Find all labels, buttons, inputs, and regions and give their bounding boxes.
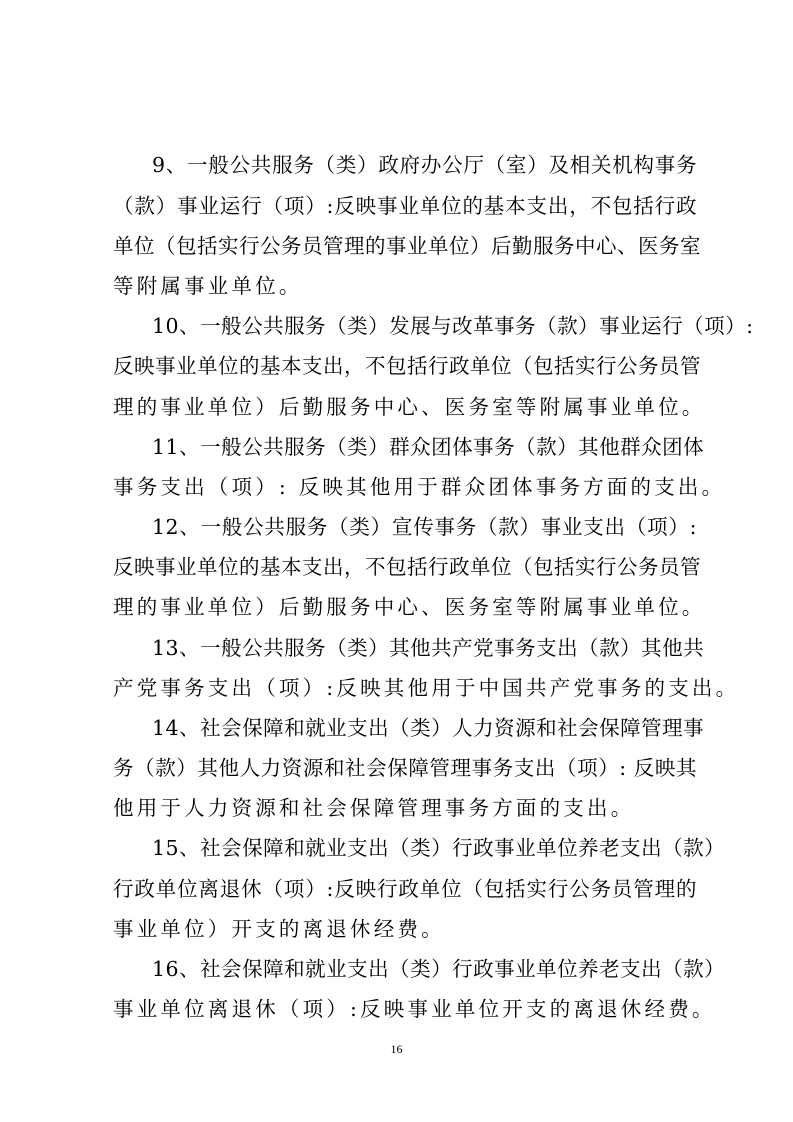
paragraph-14-line-1: 14、社会保障和就业支出（类）人力资源和社会保障管理事: [152, 716, 705, 740]
paragraph-13-line-1: 13、一般公共服务（类）其他共产党事务支出（款）其他共: [152, 636, 705, 660]
paragraph-9-line-3: 单位（包括实行公务员管理的事业单位）后勤服务中心、医务室: [113, 234, 701, 258]
paragraph-10-line-1: 10、一般公共服务（类）发展与改革事务（款）事业运行（项）:: [152, 314, 754, 338]
paragraph-15-line-2: 行政单位离退休（项）:反映行政单位（包括实行公务员管理的: [113, 877, 697, 901]
paragraph-16-line-1: 16、社会保障和就业支出（类）行政事业单位养老支出（款）: [152, 957, 726, 981]
paragraph-16-line-2: 事业单位离退休（项）:反映事业单位开支的离退休经费。: [113, 997, 716, 1021]
paragraph-15-line-3: 事业单位）开支的离退休经费。: [113, 917, 445, 941]
page-number: 16: [390, 1042, 403, 1056]
paragraph-10-line-2: 反映事业单位的基本支出，不包括行政单位（包括实行公务员管: [113, 354, 701, 378]
paragraph-9-line-1: 9、一般公共服务（类）政府办公厅（室）及相关机构事务: [152, 153, 697, 177]
paragraph-12-line-2: 反映事业单位的基本支出，不包括行政单位（包括实行公务员管: [113, 555, 701, 579]
paragraph-9-line-4: 等附属事业单位。: [113, 274, 303, 298]
paragraph-12-line-3: 理的事业单位）后勤服务中心、医务室等附属事业单位。: [113, 595, 706, 619]
paragraph-9-line-2: （款）事业运行（项）:反映事业单位的基本支出，不包括行政: [113, 194, 697, 218]
paragraph-10-line-3: 理的事业单位）后勤服务中心、医务室等附属事业单位。: [113, 395, 706, 419]
paragraph-15-line-1: 15、社会保障和就业支出（类）行政事业单位养老支出（款）: [152, 836, 726, 860]
paragraph-11-line-2: 事务支出（项）: 反映其他用于群众团体事务方面的支出。: [113, 475, 726, 499]
paragraph-11-line-1: 11、一般公共服务（类）群众团体事务（款）其他群众团体: [152, 435, 705, 459]
paragraph-12-line-1: 12、一般公共服务（类）宣传事务（款）事业支出（项）:: [152, 515, 697, 539]
paragraph-13-line-2: 产党事务支出（项）:反映其他用于中国共产党事务的支出。: [113, 676, 740, 700]
paragraph-14-line-2: 务（款）其他人力资源和社会保障管理事务支出（项）: 反映其: [113, 756, 697, 780]
paragraph-14-line-3: 他用于人力资源和社会保障管理事务方面的支出。: [113, 796, 635, 820]
